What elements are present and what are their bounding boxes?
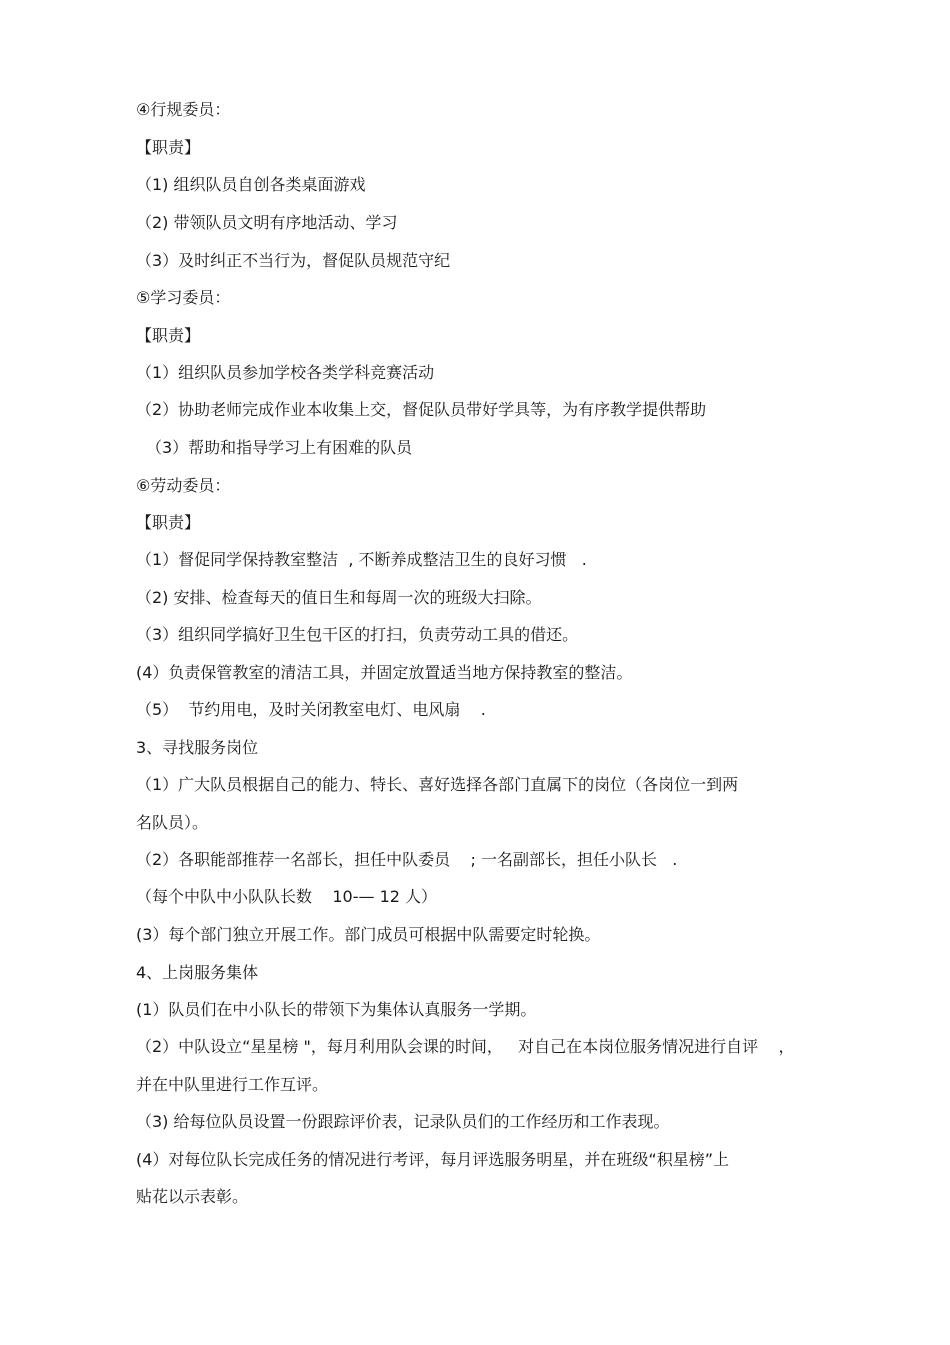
heading-study-committee: ⑤学习委员：	[136, 288, 231, 307]
section-heading-find-posts: 3、寻找服务岗位	[136, 738, 259, 757]
duty-item: （2) 安排、检查每天的值日生和每周一次的班级大扫除。	[136, 588, 542, 607]
duty-item: （3）及时纠正不当行为，督促队员规范守纪	[136, 251, 451, 270]
paragraph-line: （2）中队设立“星星榜 "，每月利用队会课的时间， 对自己在本岗位服务情况进行自评 ，	[136, 1037, 795, 1056]
paragraph-line: （每个中队中小队队长数 10-— 12 人）	[136, 887, 438, 906]
duty-item: （2）协助老师完成作业本收集上交，督促队员带好学具等，为有序教学提供帮助	[136, 400, 707, 419]
duties-label: 【职责】	[136, 513, 201, 532]
duty-item: （1）组织队员参加学校各类学科竞赛活动	[136, 363, 435, 382]
duty-item: （1）督促同学保持教室整洁 , 不断养成整洁卫生的良好习惯 .	[136, 550, 587, 569]
paragraph-line: 并在中队里进行工作互评。	[136, 1075, 329, 1094]
duty-item: （3）组织同学搞好卫生包干区的打扫，负责劳动工具的借还。	[136, 625, 579, 644]
paragraph-line: (4）对每位队长完成任务的情况进行考评，每月评选服务明星，并在班级“积星榜”上	[136, 1150, 730, 1169]
paragraph-line: (3）每个部门独立开展工作。部门成员可根据中队需要定时轮换。	[136, 925, 601, 944]
duty-item: （1) 组织队员自创各类桌面游戏	[136, 175, 366, 194]
paragraph-line: （3) 给每位队员设置一份跟踪评价表，记录队员们的工作经历和工作表现。	[136, 1112, 670, 1131]
paragraph-line: 名队员）。	[136, 813, 209, 832]
duty-item: （2) 带领队员文明有序地活动、学习	[136, 213, 398, 232]
duty-item: （5） 节约用电，及时关闭教室电灯、电风扇 .	[136, 700, 486, 719]
paragraph-line: (1）队员们在中小队长的带领下为集体认真服务一学期。	[136, 1000, 537, 1019]
paragraph-line: （1）广大队员根据自己的能力、特长、喜好选择各部门直属下的岗位（各岗位一到两	[136, 775, 739, 794]
duties-label: 【职责】	[136, 138, 201, 157]
heading-labor-committee: ⑥劳动委员：	[136, 476, 231, 495]
heading-discipline-committee: ④行规委员：	[136, 100, 231, 119]
paragraph-line: （2）各职能部推荐一名部长，担任中队委员 ; 一名副部长，担任小队长 .	[136, 850, 678, 869]
paragraph-line: 贴花以示表彰。	[136, 1187, 249, 1206]
section-heading-serve: 4、上岗服务集体	[136, 963, 259, 982]
duties-label: 【职责】	[136, 326, 201, 345]
duty-item: （3）帮助和指导学习上有困难的队员	[146, 438, 413, 457]
duty-item: (4）负责保管教室的清洁工具，并固定放置适当地方保持教室的整洁。	[136, 663, 633, 682]
